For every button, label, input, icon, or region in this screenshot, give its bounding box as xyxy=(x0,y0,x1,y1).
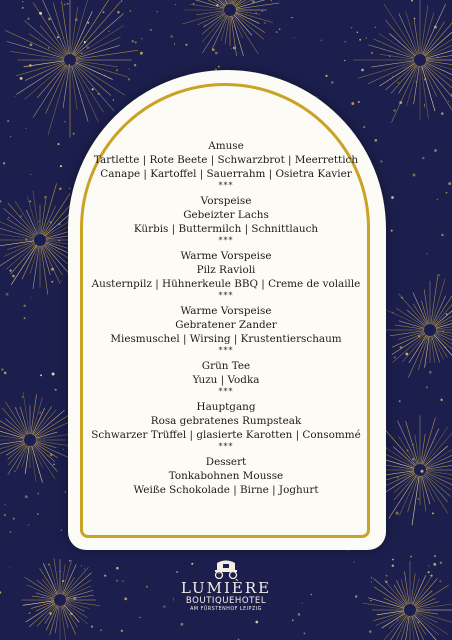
course-name: Dessert xyxy=(205,456,247,468)
course-separator: *** xyxy=(218,346,234,355)
course-dish-line: Tartlette | Rote Beete | Schwarzbrot | Meerrettich xyxy=(93,154,359,166)
hotel-logo xyxy=(176,559,276,614)
course-dish-line: Schwarzer Trüffel | glasierte Karotten | Consommé xyxy=(91,429,361,441)
course-name: Grün Tee xyxy=(201,360,251,372)
menu-course xyxy=(84,455,368,497)
carriage-icon xyxy=(211,559,241,579)
menu-course xyxy=(84,304,368,355)
course-dish-line: Kürbis | Buttermilch | Schnittlauch xyxy=(133,223,319,235)
course-separator: *** xyxy=(218,387,234,396)
menu-list xyxy=(84,139,368,501)
course-dish-line: Gebeizter Lachs xyxy=(183,209,269,221)
course-separator: *** xyxy=(218,291,234,300)
course-name: Vorspeise xyxy=(200,195,252,207)
course-name: Amuse xyxy=(208,140,244,152)
logo-name: LUMIÈRE xyxy=(180,579,272,597)
menu-course xyxy=(84,359,368,396)
course-dish-line: Yuzu | Vodka xyxy=(192,374,260,386)
firework-burst xyxy=(362,561,452,640)
course-dish-line: Gebratener Zander xyxy=(175,319,277,331)
course-name: Warme Vorspeise xyxy=(180,305,272,317)
logo-location: AM FÜRSTENHOF LEIPZIG xyxy=(190,607,262,612)
course-dish-line: Pilz Ravioli xyxy=(196,264,256,276)
course-dish-line: Canape | Kartoffel | Sauerrahm | Osietra Kavier xyxy=(100,168,352,180)
firework-burst xyxy=(353,0,452,123)
firework-burst xyxy=(182,0,279,56)
course-dish-line: Miesmuschel | Wirsing | Krustentierschaum xyxy=(110,333,342,345)
course-dish-line: Weiße Schokolade | Birne | Joghurt xyxy=(133,484,319,496)
course-dish-line: Rosa gebratenes Rumpsteak xyxy=(150,415,302,427)
course-dish-line: Austernpilz | Hühnerkeule BBQ | Creme de volaille xyxy=(91,278,361,290)
course-separator: *** xyxy=(218,442,234,451)
menu-course xyxy=(84,249,368,300)
course-dish-line: Tonkabohnen Mousse xyxy=(168,470,284,482)
course-separator: *** xyxy=(218,236,234,245)
firework-burst xyxy=(22,558,100,640)
menu-course xyxy=(84,194,368,245)
menu-course xyxy=(84,139,368,190)
course-name: Hauptgang xyxy=(196,401,256,413)
menu-course xyxy=(84,400,368,451)
firework-burst xyxy=(380,276,452,377)
logo-subtitle: BOUTIQUEHOTEL xyxy=(185,596,267,606)
course-separator: *** xyxy=(218,181,234,190)
course-name: Warme Vorspeise xyxy=(180,250,272,262)
